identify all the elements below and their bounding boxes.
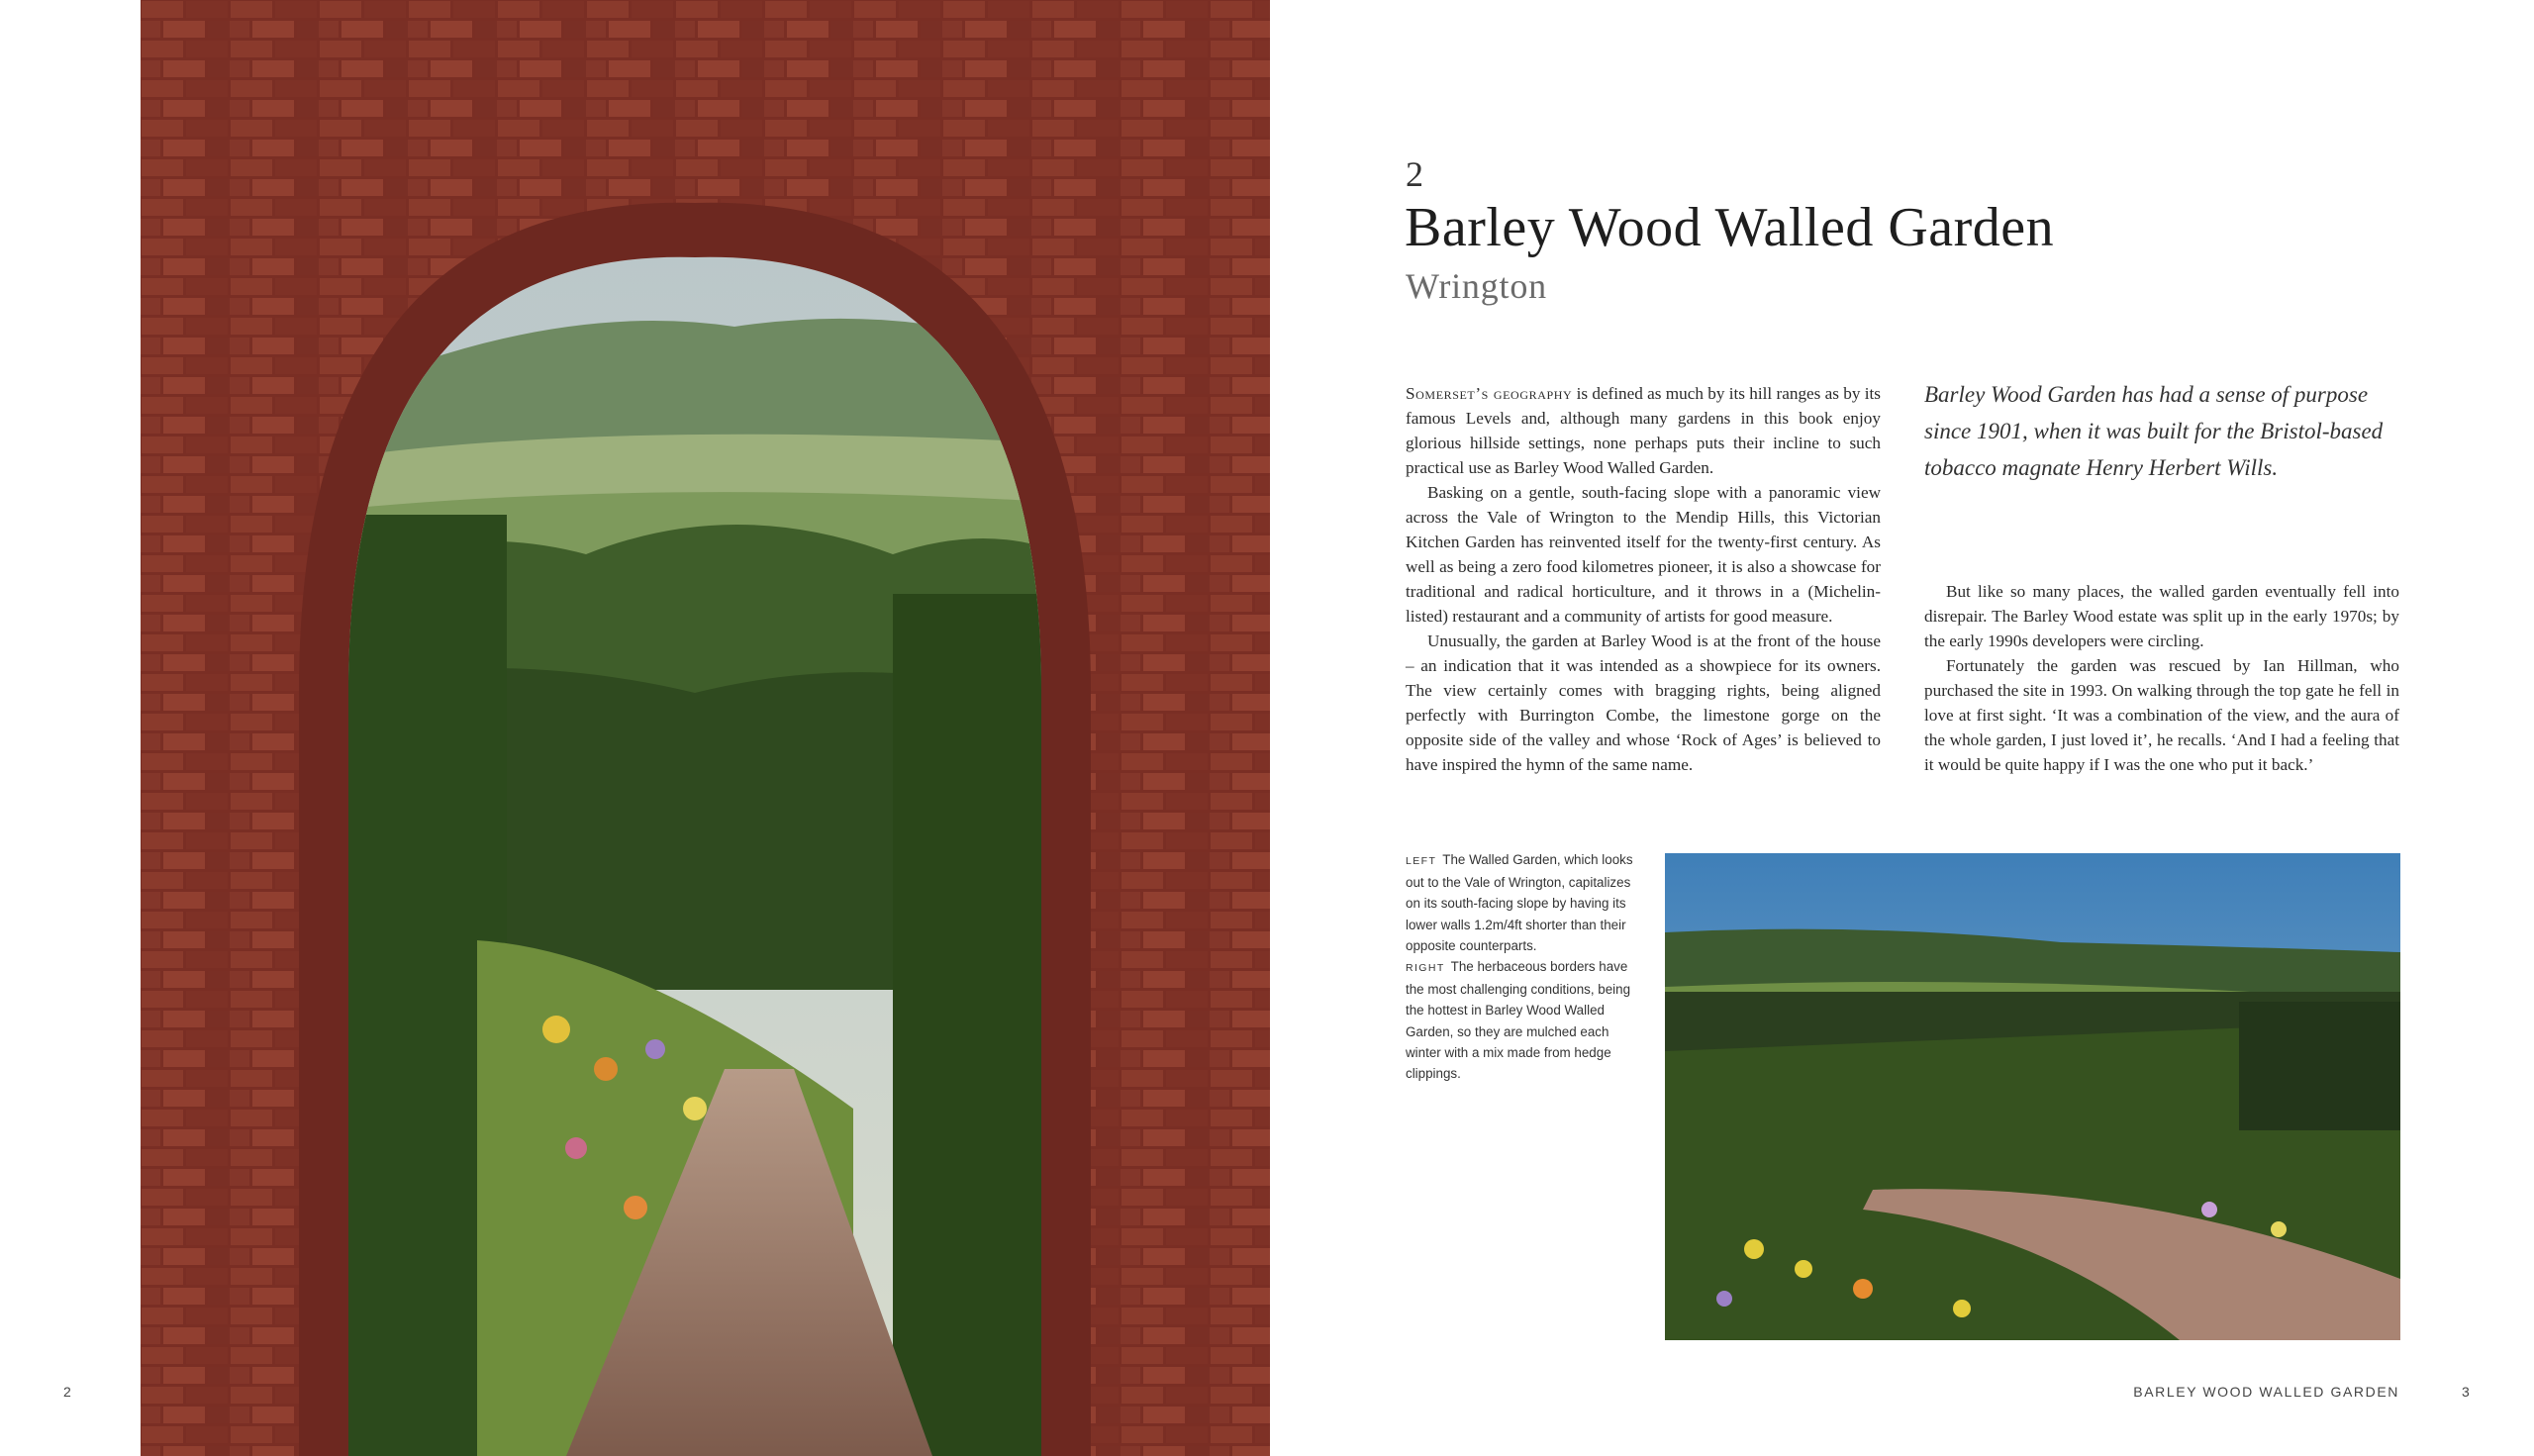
body-paragraph: But like so many places, the walled garden eventually fell into disrepair. The Barley Wood estate was split up in the early 1970s; by the early 1990s developers were circling. xyxy=(1924,582,2399,650)
chapter-title: Barley Wood Walled Garden xyxy=(1405,197,2055,258)
caption-text-left: The Walled Garden, which looks out to the Vale of Wrington, capitalizes on its south-facing slope by having its lower walls 1.2m/4ft shorter than their opposite counterparts. xyxy=(1406,852,1633,953)
lead-in-smallcaps: Somerset’s geography xyxy=(1406,384,1573,403)
body-column-left xyxy=(1406,381,1881,777)
body-column-right xyxy=(1924,579,2399,777)
body-paragraph: Unusually, the garden at Barley Wood is at the front of the house – an indication that it was intended as a showpiece for its owners. The view certainly comes with bragging rights, being aligned perfectly with Burrington Combe, the limestone gorge on the opposite side of the valley and whose ‘Rock of Ages’ is believed to have inspired the hymn of the same name. xyxy=(1406,631,1881,774)
paragraph-text: is defined as much by its hill ranges as by its famous Levels and, although many gardens in this book enjoy glorious hillside settings, none perhaps puts their incline to such practical use as Barley Wood Walled Garden. xyxy=(1406,384,1881,477)
caption-text-right: The herbaceous borders have the most challenging conditions, being the hottest in Barley Wood Walled Garden, so they are mulched each winter with a mix made from hedge clippings. xyxy=(1406,959,1631,1082)
pull-quote: Barley Wood Garden has had a sense of purpose since 1901, when it was built for the Bristol-based tobacco magnate Henry Herbert Wills. xyxy=(1924,382,2384,480)
caption-left xyxy=(1406,849,1633,956)
caption-right xyxy=(1406,956,1633,1084)
body-paragraph: Basking on a gentle, south-facing slope with a panoramic view across the Vale of Wrington to the Mendip Hills, this Victorian Kitchen Garden has reinvented itself for the twenty-first century. As well as being a zero food kilometres pioneer, it is also a showcase for traditional and radical horticulture, and it throws in a (Michelin-listed) restaurant and a community of artists for good measure. xyxy=(1406,483,1881,626)
brick-arch-garden-view-photo xyxy=(141,0,1270,1456)
chapter-number: 2 xyxy=(1406,154,1423,194)
caption-tag-right: RIGHT xyxy=(1406,962,1445,975)
page-number-right: 3 xyxy=(2462,1384,2471,1400)
caption-tag-left: LEFT xyxy=(1406,855,1437,867)
running-head: BARLEY WOOD WALLED GARDEN xyxy=(2133,1384,2399,1400)
body-paragraph: Fortunately the garden was rescued by Ian Hillman, who purchased the site in 1993. On walking through the top gate he fell in love at first sight. ‘It was a combination of the view, and the aura of the whole garden, I just loved it’, he recalls. ‘And I had a feeling that it would be quite happy if I was the one who put it back.’ xyxy=(1924,656,2399,774)
chapter-location: Wrington xyxy=(1406,266,1547,306)
page-number-left: 2 xyxy=(63,1384,72,1400)
herbaceous-borders-photo xyxy=(1665,853,2400,1340)
photo-caption xyxy=(1406,849,1633,1084)
body-paragraph xyxy=(1406,381,1881,480)
